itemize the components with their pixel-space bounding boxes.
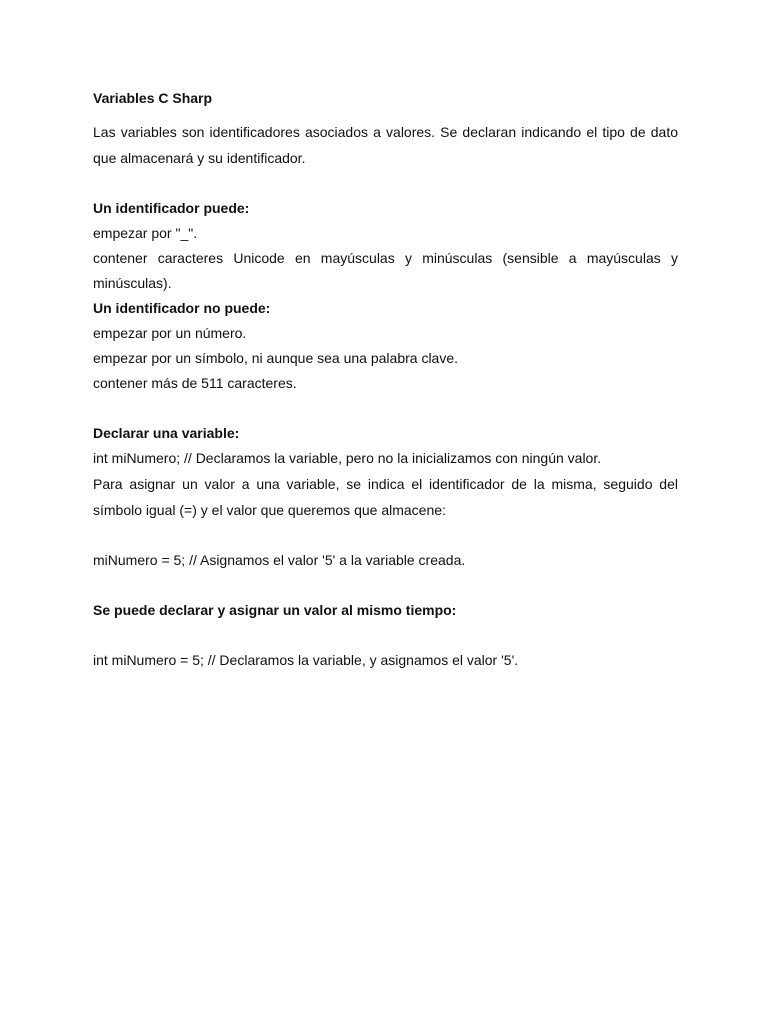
spacer — [93, 396, 678, 421]
document-page — [93, 86, 678, 673]
declare-explanation: Para asignar un valor a una variable, se indica el identificador de la misma, seguido del símbolo igual (=) y el valor que queremos que almacene: — [93, 476, 678, 518]
cannot-item: empezar por un símbolo, ni aunque sea una palabra clave. — [93, 350, 459, 366]
both-heading: Se puede declarar y asignar un valor al mismo tiempo: — [93, 602, 457, 618]
cannot-item: empezar por un número. — [93, 325, 247, 341]
can-heading: Un identificador puede: — [93, 200, 250, 216]
assign-code: miNumero = 5; // Asignamos el valor '5' a la variable creada. — [93, 552, 466, 568]
declare-code: int miNumero; // Declaramos la variable, pero no la inicializamos con ningún valor. — [93, 450, 602, 466]
intro-paragraph: Las variables son identificadores asociados a valores. Se declaran indicando el tipo de dato que almacenará y su identificador. — [93, 124, 678, 166]
both-code: int miNumero = 5; // Declaramos la variable, y asignamos el valor '5'. — [93, 652, 519, 668]
declare-heading: Declarar una variable: — [93, 425, 240, 441]
spacer — [93, 171, 678, 196]
can-item: empezar por "_". — [93, 225, 198, 241]
spacer — [93, 623, 678, 648]
spacer — [93, 111, 678, 119]
cannot-item: contener más de 511 caracteres. — [93, 375, 297, 391]
can-item: contener caracteres Unicode en mayúsculas y minúsculas (sensible a mayúsculas y minúsculas). — [93, 250, 678, 291]
spacer — [93, 573, 678, 598]
document-title: Variables C Sharp — [93, 90, 213, 106]
spacer — [93, 523, 678, 548]
cannot-heading: Un identificador no puede: — [93, 300, 271, 316]
